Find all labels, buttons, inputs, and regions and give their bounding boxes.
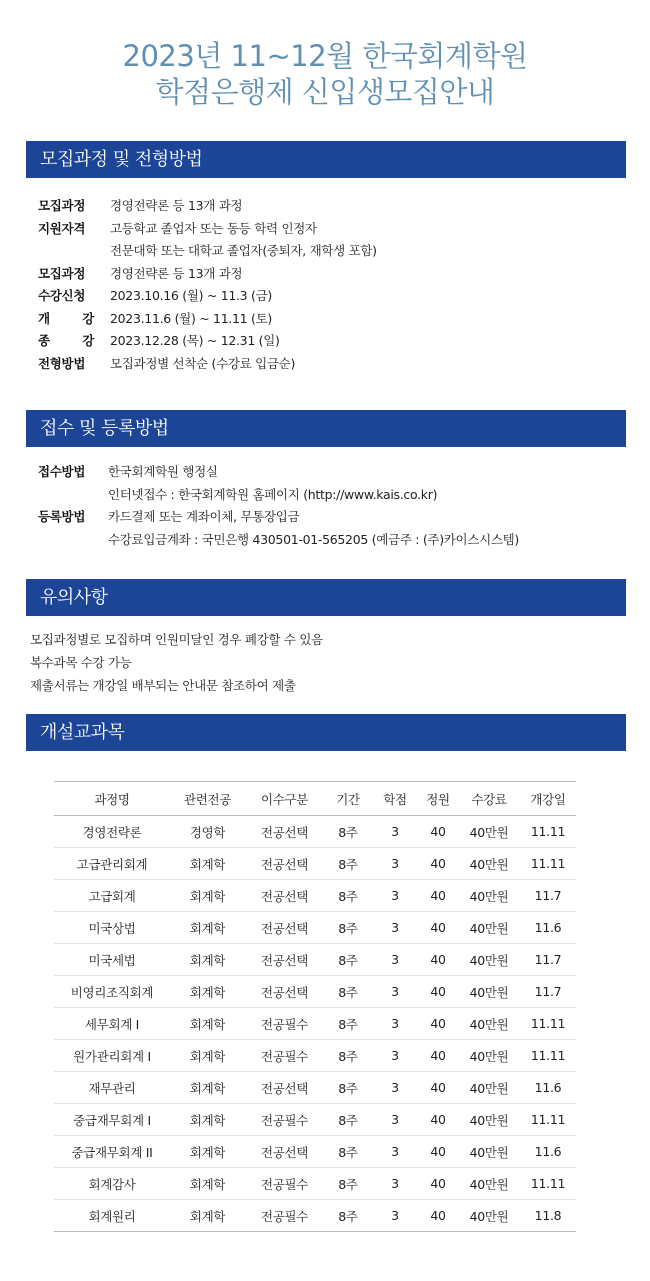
table-cell: 3	[372, 1008, 418, 1040]
table-row	[54, 1104, 576, 1136]
table-cell: 중급재무회계 I	[54, 1104, 170, 1136]
detail-value: 수강료입금계좌 : 국민은행 430501-01-565205 (예금주 : (주)카이스시스템)	[108, 531, 520, 547]
table-cell: 전공선택	[245, 944, 324, 976]
detail-key-char: 강	[82, 333, 94, 348]
column-header: 수강료	[458, 782, 520, 816]
table-cell: 40	[418, 816, 458, 848]
table-row	[54, 816, 576, 848]
detail-key	[38, 529, 108, 552]
table-cell: 고급회계	[54, 880, 170, 912]
table-cell: 재무관리	[54, 1072, 170, 1104]
table-cell: 40만원	[458, 1168, 520, 1200]
notes-list	[30, 628, 323, 697]
table-cell: 3	[372, 1040, 418, 1072]
detail-key-char: 종	[38, 333, 50, 348]
table-cell: 8주	[324, 1072, 372, 1104]
detail-key: 등록방법	[38, 509, 86, 524]
table-cell: 3	[372, 912, 418, 944]
detail-key-char: 개	[38, 310, 50, 326]
table-cell: 3	[372, 1168, 418, 1200]
table-row	[54, 976, 576, 1008]
table-cell: 3	[372, 976, 418, 1008]
table-cell: 전공필수	[245, 1104, 324, 1136]
note-item: 복수과목 수강 가능	[30, 655, 132, 670]
column-header: 이수구분	[245, 782, 324, 816]
table-cell: 11.6	[520, 912, 576, 944]
table-cell: 8주	[324, 1136, 372, 1168]
section-heading-courses: 개설교과목	[26, 714, 626, 751]
table-cell: 전공선택	[245, 816, 324, 848]
table-cell: 40만원	[458, 976, 520, 1008]
table-cell: 40만원	[458, 1136, 520, 1168]
detail-value: 2023.11.6 (월) ~ 11.11 (토)	[110, 310, 272, 326]
detail-row	[38, 330, 377, 353]
table-cell: 회계학	[170, 944, 245, 976]
table-row	[54, 848, 576, 880]
recruitment-details	[38, 195, 377, 375]
detail-key: 모집과정	[38, 198, 86, 213]
detail-value: 카드결제 또는 계좌이체, 무통장입금	[108, 509, 300, 524]
detail-row	[38, 484, 519, 507]
table-header-row	[54, 782, 576, 816]
table-cell: 3	[372, 816, 418, 848]
note-item: 모집과정별로 모집하며 인원미달인 경우 폐강할 수 있음	[30, 632, 323, 647]
table-cell: 8주	[324, 816, 372, 848]
table-cell: 회계학	[170, 912, 245, 944]
table-cell: 회계학	[170, 976, 245, 1008]
table-cell: 8주	[324, 976, 372, 1008]
table-cell: 8주	[324, 848, 372, 880]
table-cell: 8주	[324, 1040, 372, 1072]
detail-key: 전형방법	[38, 355, 86, 371]
section-heading-registration: 접수 및 등록방법	[26, 410, 626, 447]
detail-row	[38, 353, 377, 376]
table-cell: 40만원	[458, 880, 520, 912]
detail-row	[38, 529, 519, 552]
table-cell: 경영전략론	[54, 816, 170, 848]
table-row	[54, 944, 576, 976]
table-row	[54, 1072, 576, 1104]
table-cell: 40만원	[458, 912, 520, 944]
detail-key	[38, 484, 108, 507]
table-cell: 40	[418, 880, 458, 912]
table-cell: 회계학	[170, 1168, 245, 1200]
table-cell: 3	[372, 848, 418, 880]
table-cell: 8주	[324, 944, 372, 976]
table-cell: 회계학	[170, 1200, 245, 1232]
table-cell: 11.7	[520, 976, 576, 1008]
table-cell: 3	[372, 1200, 418, 1232]
table-cell: 11.7	[520, 944, 576, 976]
detail-key: 접수방법	[38, 464, 86, 479]
table-cell: 40	[418, 976, 458, 1008]
column-header: 정원	[418, 782, 458, 816]
table-cell: 회계학	[170, 1072, 245, 1104]
section-heading-recruitment: 모집과정 및 전형방법	[26, 141, 626, 178]
table-cell: 8주	[324, 1168, 372, 1200]
table-cell: 전공선택	[245, 912, 324, 944]
note-item: 제출서류는 개강일 배부되는 안내문 참조하여 제출	[30, 678, 296, 693]
table-cell: 전공필수	[245, 1040, 324, 1072]
table-cell: 중급재무회계 II	[54, 1136, 170, 1168]
detail-value: 전문대학 또는 대학교 졸업자(중퇴자, 재학생 포함)	[110, 243, 377, 258]
detail-key	[38, 240, 110, 263]
detail-row	[38, 461, 519, 484]
table-cell: 40	[418, 1136, 458, 1168]
table-cell: 회계학	[170, 1136, 245, 1168]
table-cell: 11.11	[520, 1008, 576, 1040]
table-cell: 비영리조직회계	[54, 976, 170, 1008]
table-cell: 40	[418, 944, 458, 976]
table-cell: 40만원	[458, 1008, 520, 1040]
detail-row	[38, 263, 377, 286]
table-cell: 40	[418, 1040, 458, 1072]
detail-row	[38, 506, 519, 529]
table-cell: 40만원	[458, 1072, 520, 1104]
column-header: 학점	[372, 782, 418, 816]
table-cell: 40만원	[458, 1040, 520, 1072]
detail-row	[38, 308, 377, 331]
table-cell: 전공선택	[245, 1136, 324, 1168]
detail-row	[38, 285, 377, 308]
table-cell: 회계학	[170, 1008, 245, 1040]
page-title	[0, 38, 650, 110]
table-cell: 40	[418, 1008, 458, 1040]
detail-value: 2023.12.28 (목) ~ 12.31 (일)	[110, 333, 280, 348]
detail-value: 고등학교 졸업자 또는 동등 학력 인정자	[110, 220, 317, 236]
column-header: 과정명	[54, 782, 170, 816]
table-row	[54, 912, 576, 944]
table-cell: 11.11	[520, 1104, 576, 1136]
table-cell: 11.6	[520, 1072, 576, 1104]
table-cell: 40만원	[458, 848, 520, 880]
table-cell: 11.11	[520, 848, 576, 880]
table-row	[54, 1168, 576, 1200]
title-line-2: 학점은행제 신입생모집안내	[155, 75, 495, 109]
table-cell: 40만원	[458, 1200, 520, 1232]
table-cell: 미국상법	[54, 912, 170, 944]
detail-row	[38, 218, 377, 241]
column-header: 개강일	[520, 782, 576, 816]
table-cell: 8주	[324, 912, 372, 944]
table-cell: 40만원	[458, 1104, 520, 1136]
detail-value: 인터넷접수 : 한국회계학원 홈페이지 (http://www.kais.co.kr)	[108, 486, 438, 502]
courses-table-body	[54, 816, 576, 1232]
table-cell: 11.8	[520, 1200, 576, 1232]
detail-value: 모집과정별 선착순 (수강료 입금순)	[110, 355, 296, 371]
table-row	[54, 1136, 576, 1168]
table-cell: 40	[418, 1072, 458, 1104]
detail-value: 경영전략론 등 13개 과정	[110, 198, 243, 213]
detail-row	[38, 195, 377, 218]
detail-key: 지원자격	[38, 220, 86, 236]
table-cell: 고급관리회계	[54, 848, 170, 880]
table-cell: 40	[418, 912, 458, 944]
table-cell: 전공필수	[245, 1200, 324, 1232]
table-cell: 8주	[324, 880, 372, 912]
table-cell: 전공선택	[245, 1072, 324, 1104]
title-line-1: 2023년 11~12월 한국회계학원	[122, 39, 528, 73]
table-cell: 40	[418, 1104, 458, 1136]
detail-value: 한국회계학원 행정실	[108, 464, 218, 479]
table-cell: 11.11	[520, 816, 576, 848]
table-cell: 전공필수	[245, 1008, 324, 1040]
table-cell: 8주	[324, 1104, 372, 1136]
detail-value: 경영전략론 등 13개 과정	[110, 265, 243, 281]
table-cell: 40	[418, 848, 458, 880]
table-cell: 11.11	[520, 1040, 576, 1072]
table-cell: 경영학	[170, 816, 245, 848]
table-cell: 11.11	[520, 1168, 576, 1200]
table-cell: 회계학	[170, 1104, 245, 1136]
table-row	[54, 1040, 576, 1072]
table-cell: 원가관리회계 I	[54, 1040, 170, 1072]
table-cell: 40	[418, 1200, 458, 1232]
table-cell: 3	[372, 944, 418, 976]
table-cell: 회계학	[170, 848, 245, 880]
section-heading-notes: 유의사항	[26, 579, 626, 616]
table-cell: 3	[372, 880, 418, 912]
table-cell: 40만원	[458, 944, 520, 976]
table-cell: 세무회계 I	[54, 1008, 170, 1040]
detail-key	[38, 308, 94, 331]
table-cell: 전공선택	[245, 880, 324, 912]
table-cell: 8주	[324, 1200, 372, 1232]
column-header: 관련전공	[170, 782, 245, 816]
detail-key: 모집과정	[38, 265, 86, 281]
table-cell: 40만원	[458, 816, 520, 848]
table-cell: 회계학	[170, 880, 245, 912]
table-cell: 전공선택	[245, 848, 324, 880]
table-cell: 3	[372, 1136, 418, 1168]
courses-table	[54, 781, 576, 1232]
table-cell: 40	[418, 1168, 458, 1200]
table-cell: 전공선택	[245, 976, 324, 1008]
table-row	[54, 880, 576, 912]
detail-key-char: 강	[82, 310, 94, 326]
table-row	[54, 1008, 576, 1040]
detail-key: 수강신청	[38, 288, 86, 303]
detail-key	[38, 330, 94, 353]
table-cell: 11.7	[520, 880, 576, 912]
table-cell: 3	[372, 1104, 418, 1136]
table-cell: 회계원리	[54, 1200, 170, 1232]
table-cell: 회계학	[170, 1040, 245, 1072]
registration-details	[38, 461, 519, 551]
table-row	[54, 1200, 576, 1232]
table-cell: 회계감사	[54, 1168, 170, 1200]
table-cell: 미국세법	[54, 944, 170, 976]
column-header: 기간	[324, 782, 372, 816]
table-cell: 전공필수	[245, 1168, 324, 1200]
table-cell: 8주	[324, 1008, 372, 1040]
table-cell: 11.6	[520, 1136, 576, 1168]
detail-value: 2023.10.16 (월) ~ 11.3 (금)	[110, 288, 272, 303]
detail-row	[38, 240, 377, 263]
table-cell: 3	[372, 1072, 418, 1104]
